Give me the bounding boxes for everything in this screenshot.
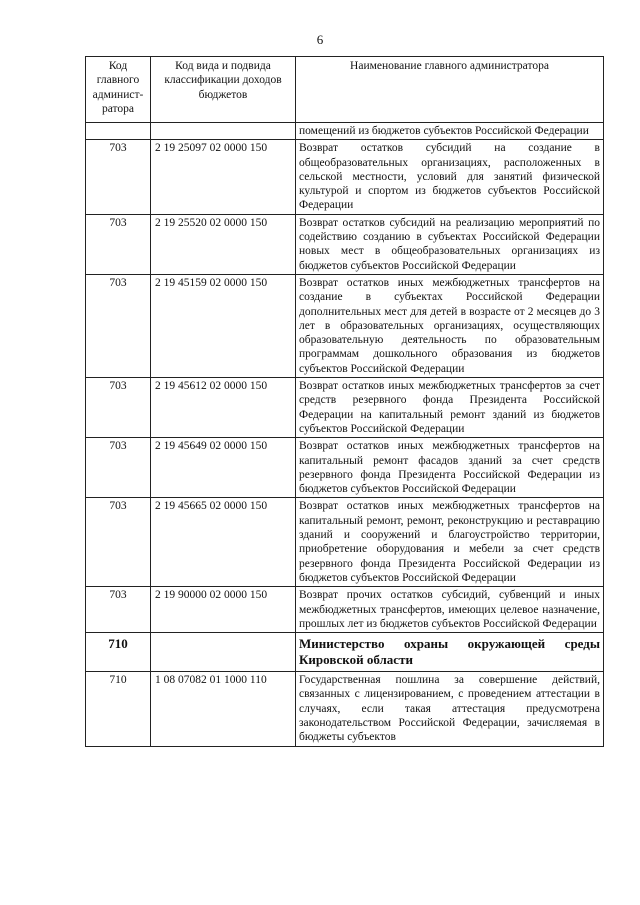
- ministry-row: [86, 633, 604, 672]
- table-row: [86, 498, 604, 587]
- admin-name-cell: Возврат остатков иных межбюджетных трансфертов на создание в субъектах Российской Федерации дополнительных мест для детей в возрасте от 2 месяцев до 3 лет в образовательных организациях, осуществляющих образовательную деятельность по образовательным программам дошкольного образования из бюджетов субъектов Российской Федерации: [296, 274, 604, 377]
- admin-code-cell: 703: [86, 140, 151, 214]
- admin-name-cell: Возврат прочих остатков субсидий, субвенций и иных межбюджетных трансфертов, имеющих целевое назначение, прошлых лет из бюджетов субъектов Российской Федерации: [296, 587, 604, 633]
- revenue-code-cell: 2 19 25520 02 0000 150: [151, 214, 296, 274]
- revenue-code-cell: 2 19 45665 02 0000 150: [151, 498, 296, 587]
- revenue-code-cell: 2 19 45159 02 0000 150: [151, 274, 296, 377]
- table-row: [86, 123, 604, 140]
- admin-name-cell: Возврат остатков иных межбюджетных трансфертов за счет средств резервного фонда Президента Российской Федерации на капитальный ремонт зданий из бюджетов субъектов Российской Федерации: [296, 378, 604, 438]
- admin-name-cell: помещений из бюджетов субъектов Российской Федерации: [296, 123, 604, 140]
- revenue-code-cell: [151, 123, 296, 140]
- admin-name-cell: Возврат остатков иных межбюджетных трансфертов на капитальный ремонт фасадов зданий за счет средств резервного фонда Президента Российской Федерации из бюджетов субъектов Российской Федерации: [296, 438, 604, 498]
- admin-name-cell: Государственная пошлина за совершение действий, связанных с лицензированием, с проведением аттестации в случаях, если такая аттестация предусмотрена законодательством Российской Федерации, зачисляемая в бюджеты субъектов: [296, 672, 604, 746]
- admin-name-cell: Возврат остатков субсидий на создание в общеобразовательных организациях, расположенных в сельской местности, условий для занятий физической культурой и спортом из бюджетов субъектов Российской Федерации: [296, 140, 604, 214]
- header-admin-name: Наименование главного администратора: [296, 57, 604, 123]
- header-revenue-code: Код вида и подвида классификации доходов бюджетов: [151, 57, 296, 123]
- admin-code-cell: [86, 123, 151, 140]
- admin-code-cell: 710: [86, 672, 151, 746]
- revenue-code-cell: 1 08 07082 01 1000 110: [151, 672, 296, 746]
- admin-name-cell: Возврат остатков субсидий на реализацию мероприятий по содействию созданию в субъектах Российской Федерации новых мест в общеобразовательных организациях из бюджетов субъектов Российской Федерации: [296, 214, 604, 274]
- admin-code-cell: 703: [86, 214, 151, 274]
- revenue-code-cell: 2 19 90000 02 0000 150: [151, 587, 296, 633]
- revenue-code-cell: [151, 633, 296, 672]
- admin-code-cell: 703: [86, 498, 151, 587]
- revenue-administrators-table: [85, 56, 604, 747]
- admin-code-cell: 703: [86, 274, 151, 377]
- table-row: [86, 438, 604, 498]
- header-admin-code: Код главного админист-ратора: [86, 57, 151, 123]
- table-row: [86, 214, 604, 274]
- table-row: [86, 672, 604, 746]
- revenue-code-cell: 2 19 45649 02 0000 150: [151, 438, 296, 498]
- table-row: [86, 140, 604, 214]
- admin-name-cell: Возврат остатков иных межбюджетных трансфертов на капитальный ремонт, ремонт, реконструкцию и реставрацию зданий и сооружений и благоустройство территории, приобретение оборудования и мебели за счет средств резервного фонда Президента Российской Федерации из бюджетов субъектов Российской Федерации: [296, 498, 604, 587]
- revenue-code-cell: 2 19 25097 02 0000 150: [151, 140, 296, 214]
- table-header-row: [86, 57, 604, 123]
- table-row: [86, 378, 604, 438]
- admin-code-cell: 703: [86, 587, 151, 633]
- admin-code-cell: 703: [86, 438, 151, 498]
- admin-name-cell: Министерство охраны окружающей среды Кировской области: [296, 633, 604, 672]
- page-number: 6: [316, 32, 324, 47]
- admin-code-cell: 703: [86, 378, 151, 438]
- revenue-code-cell: 2 19 45612 02 0000 150: [151, 378, 296, 438]
- admin-code-cell: 710: [86, 633, 151, 672]
- table-row: [86, 587, 604, 633]
- table-row: [86, 274, 604, 377]
